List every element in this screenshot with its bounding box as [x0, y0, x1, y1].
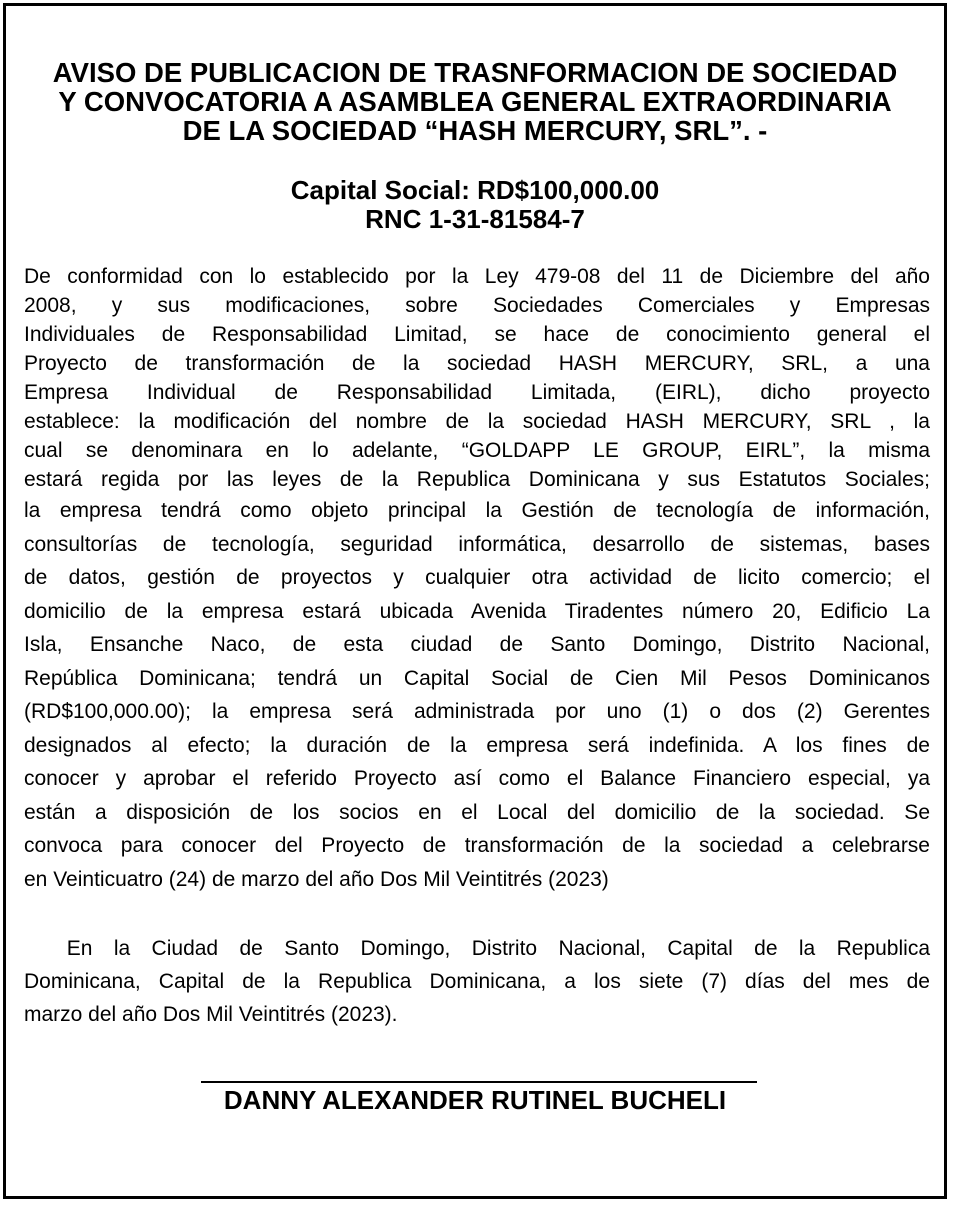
notice-title	[16, 58, 934, 145]
body-line: De conformidad con lo establecido por la Ley 479-08 del 11 de Diciembre del año	[24, 265, 930, 288]
notice-frame	[3, 3, 947, 1199]
closing-line: En la Ciudad de Santo Domingo, Distrito Nacional, Capital de la Republica	[24, 937, 930, 960]
body-line: 2008, y sus modificaciones, sobre Sociedades Comerciales y Empresas	[24, 294, 930, 317]
signatory-name: DANNY ALEXANDER RUTINEL BUCHELI	[223, 1085, 727, 1115]
body-line: convoca para conocer del Proyecto de transformación de la sociedad a celebrarse	[24, 834, 930, 857]
rnc-number: RNC 1-31-81584-7	[365, 204, 585, 234]
body-line: República Dominicana; tendrá un Capital Social de Cien Mil Pesos Dominicanos	[24, 666, 930, 690]
body-line: Empresa Individual de Responsabilidad Limitada, (EIRL), dicho proyecto	[24, 381, 930, 404]
body-line: Individuales de Responsabilidad Limitad, se hace de conocimiento general el	[24, 323, 930, 346]
body-line: de datos, gestión de proyectos y cualquier otra actividad de licito comercio; el	[24, 566, 930, 589]
title-line: DE LA SOCIEDAD “HASH MERCURY, SRL”. -	[182, 115, 768, 146]
body-line: Isla, Ensanche Naco, de esta ciudad de Santo Domingo, Distrito Nacional,	[24, 633, 930, 656]
body-line: conocer y aprobar el referido Proyecto así como el Balance Financiero especial, ya	[24, 767, 930, 790]
closing-paragraph	[24, 932, 930, 1031]
signature-line	[201, 1081, 757, 1083]
body-line: (RD$100,000.00); la empresa será administrada por uno (1) o dos (2) Gerentes	[24, 700, 930, 723]
body-line: consultorías de tecnología, seguridad informática, desarrollo de sistemas, bases	[24, 532, 930, 556]
company-details	[16, 176, 934, 234]
body-line: estará regida por las leyes de la Republica Dominicana y sus Estatutos Sociales;	[24, 468, 930, 491]
notice-body	[24, 262, 930, 896]
body-line: están a disposición de los socios en el Local del domicilio de la sociedad. Se	[24, 800, 930, 824]
capital-social: Capital Social: RD$100,000.00	[290, 175, 660, 205]
closing-line: Dominicana, Capital de la Republica Dominicana, a los siete (7) días del mes de	[24, 970, 930, 993]
body-line: cual se denominara en lo adelante, “GOLDAPP LE GROUP, EIRL”, la misma	[24, 439, 930, 462]
title-line: AVISO DE PUBLICACION DE TRASNFORMACION DE SOCIEDAD	[52, 57, 898, 88]
title-line: Y CONVOCATORIA A ASAMBLEA GENERAL EXTRAORDINARIA	[58, 86, 892, 117]
body-line: en Veinticuatro (24) de marzo del año Dos Mil Veintitrés (2023)	[24, 867, 609, 891]
body-line: Proyecto de transformación de la sociedad HASH MERCURY, SRL, a una	[24, 352, 930, 375]
body-line: domicilio de la empresa estará ubicada Avenida Tiradentes número 20, Edificio La	[24, 599, 930, 623]
body-line: designados al efecto; la duración de la empresa será indefinida. A los fines de	[24, 733, 930, 757]
body-line: la empresa tendrá como objeto principal la Gestión de tecnología de información,	[24, 499, 930, 522]
closing-line: marzo del año Dos Mil Veintitrés (2023).	[24, 1003, 398, 1026]
body-line: establece: la modificación del nombre de la sociedad HASH MERCURY, SRL , la	[24, 410, 930, 433]
